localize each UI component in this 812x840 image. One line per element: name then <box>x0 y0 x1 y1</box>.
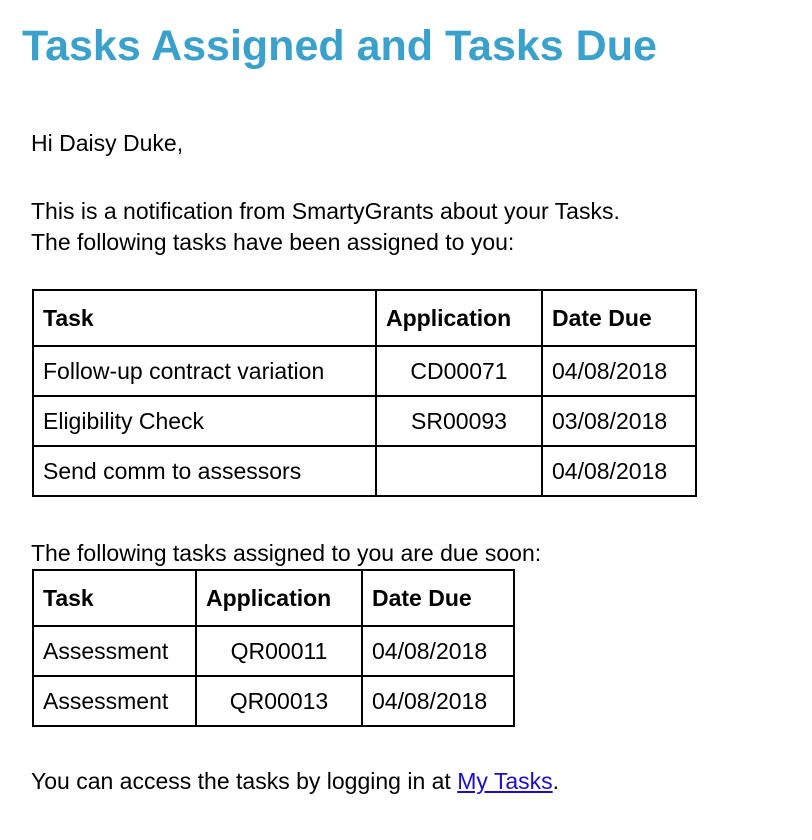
table-row <box>33 396 696 446</box>
date-due-cell: 04/08/2018 <box>362 626 514 676</box>
footer-suffix: . <box>552 768 560 794</box>
header-application: Application <box>376 290 542 346</box>
my-tasks-link[interactable]: My Tasks <box>457 768 553 794</box>
table-row <box>33 626 514 676</box>
table-header-row <box>33 570 514 626</box>
due-tasks-table <box>32 569 515 727</box>
application-cell: QR00013 <box>196 676 362 726</box>
application-cell <box>376 446 542 496</box>
intro-line-1: This is a notification from SmartyGrants about your Tasks. <box>31 198 620 224</box>
header-date-due: Date Due <box>542 290 696 346</box>
header-date-due: Date Due <box>362 570 514 626</box>
footer-prefix: You can access the tasks by logging in at <box>31 768 458 794</box>
application-cell: CD00071 <box>376 346 542 396</box>
task-cell: Follow-up contract variation <box>33 346 376 396</box>
task-cell: Assessment <box>33 626 196 676</box>
header-task: Task <box>33 570 196 626</box>
date-due-cell: 03/08/2018 <box>542 396 696 446</box>
due-soon-heading: The following tasks assigned to you are due soon: <box>31 540 542 566</box>
table-row <box>33 346 696 396</box>
footer-text <box>31 766 559 796</box>
table-row <box>33 676 514 726</box>
task-cell: Send comm to assessors <box>33 446 376 496</box>
date-due-cell: 04/08/2018 <box>542 346 696 396</box>
application-cell: SR00093 <box>376 396 542 446</box>
header-application: Application <box>196 570 362 626</box>
header-task: Task <box>33 290 376 346</box>
task-cell: Assessment <box>33 676 196 726</box>
greeting: Hi Daisy Duke, <box>31 130 184 156</box>
assigned-tasks-table <box>32 289 697 497</box>
table-header-row <box>33 290 696 346</box>
table-row <box>33 446 696 496</box>
application-cell: QR00011 <box>196 626 362 676</box>
intro-line-2: The following tasks have been assigned to you: <box>31 229 515 255</box>
date-due-cell: 04/08/2018 <box>362 676 514 726</box>
task-cell: Eligibility Check <box>33 396 376 446</box>
date-due-cell: 04/08/2018 <box>542 446 696 496</box>
page-title: Tasks Assigned and Tasks Due <box>22 22 657 70</box>
